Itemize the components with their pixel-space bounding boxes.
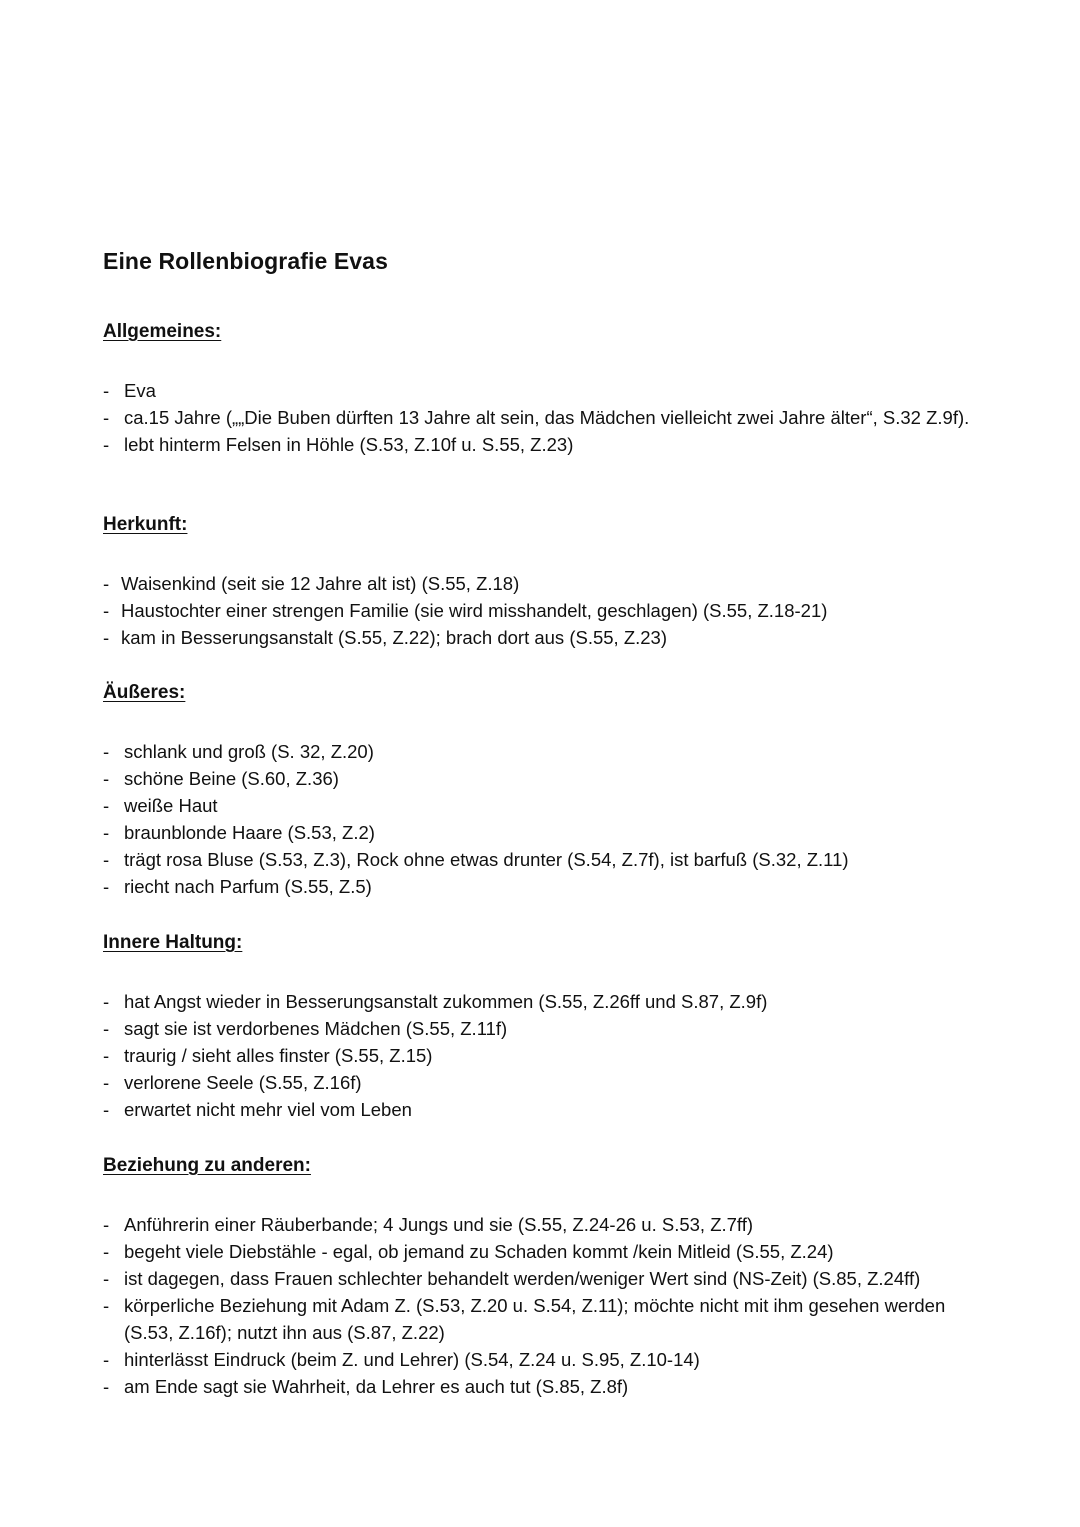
section-aeusseres — [103, 681, 973, 900]
section-beziehung — [103, 1154, 973, 1400]
list-item: - braunblonde Haare (S.53, Z.2) — [103, 822, 375, 843]
list-item: - körperliche Beziehung mit Adam Z. (S.53, Z.20 u. S.54, Z.11); möchte nicht mit ihm gesehen werden (S.53, Z.16f); nutzt ihn aus (S.87, Z.22) — [103, 1295, 946, 1343]
list-item: - lebt hinterm Felsen in Höhle (S.53, Z.10f u. S.55, Z.23) — [103, 434, 574, 455]
list-item: - ist dagegen, dass Frauen schlechter behandelt werden/weniger Wert sind (NS-Zeit) (S.85, Z.24ff) — [103, 1268, 921, 1289]
list-item: - schlank und groß (S. 32, Z.20) — [103, 741, 374, 762]
page-title: Eine Rollenbiografie Evas — [103, 248, 388, 274]
list-item: - hinterlässt Eindruck (beim Z. und Lehrer) (S.54, Z.24 u. S.95, Z.10-14) — [103, 1349, 700, 1370]
section-allgemeines — [103, 320, 973, 458]
list-item: - ca.15 Jahre („„Die Buben dürften 13 Jahre alt sein, das Mädchen vielleicht zwei Jahre älter“, S.32 Z.9f). — [103, 407, 970, 428]
list-item: - am Ende sagt sie Wahrheit, da Lehrer es auch tut (S.85, Z.8f) — [103, 1376, 629, 1397]
list-item: - schöne Beine (S.60, Z.36) — [103, 768, 339, 789]
list-item: - weiße Haut — [103, 795, 218, 816]
section-herkunft — [103, 513, 973, 651]
section-innere-haltung — [103, 931, 973, 1123]
section-heading: Allgemeines: — [103, 321, 222, 342]
bullet-list — [103, 1211, 973, 1400]
list-item: - hat Angst wieder in Besserungsanstalt zukommen (S.55, Z.26ff und S.87, Z.9f) — [103, 991, 768, 1012]
list-item: - verlorene Seele (S.55, Z.16f) — [103, 1072, 362, 1093]
list-item: - sagt sie ist verdorbenes Mädchen (S.55, Z.11f) — [103, 1018, 508, 1039]
list-item: - Waisenkind (seit sie 12 Jahre alt ist) (S.55, Z.18) — [103, 573, 520, 594]
bullet-list — [103, 988, 973, 1123]
list-item: - Anführerin einer Räuberbande; 4 Jungs und sie (S.55, Z.24-26 u. S.53, Z.7ff) — [103, 1214, 754, 1235]
list-item: - erwartet nicht mehr viel vom Leben — [103, 1099, 412, 1120]
bullet-list — [103, 570, 973, 651]
list-item: - Haustochter einer strengen Familie (sie wird misshandelt, geschlagen) (S.55, Z.18-21) — [103, 600, 828, 621]
list-item: - trägt rosa Bluse (S.53, Z.3), Rock ohne etwas drunter (S.54, Z.7f), ist barfuß (S.32, Z.11) — [103, 849, 849, 870]
section-heading: Äußeres: — [103, 682, 186, 703]
list-item: - traurig / sieht alles finster (S.55, Z.15) — [103, 1045, 433, 1066]
list-item: - riecht nach Parfum (S.55, Z.5) — [103, 876, 372, 897]
section-heading: Innere Haltung: — [103, 932, 243, 953]
bullet-list — [103, 377, 973, 458]
list-item: - kam in Besserungsanstalt (S.55, Z.22); brach dort aus (S.55, Z.23) — [103, 627, 668, 648]
section-heading: Beziehung zu anderen: — [103, 1155, 311, 1176]
list-item: - Eva — [103, 380, 156, 401]
section-heading: Herkunft: — [103, 514, 188, 535]
bullet-list — [103, 738, 973, 900]
list-item: - begeht viele Diebstähle - egal, ob jemand zu Schaden kommt /kein Mitleid (S.55, Z.24) — [103, 1241, 834, 1262]
